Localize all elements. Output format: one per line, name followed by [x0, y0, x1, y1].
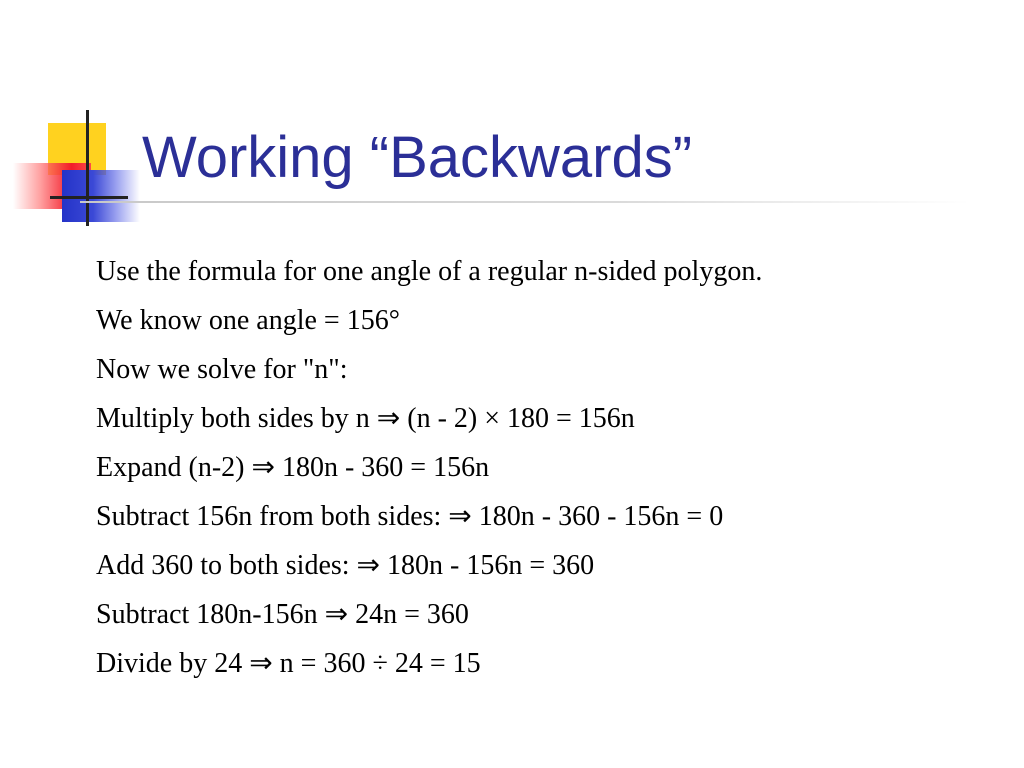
- logo-horizontal-line: [50, 196, 128, 199]
- slide-body: [96, 247, 762, 688]
- body-line: Subtract 156n from both sides: ⇒ 180n - 360 - 156n = 0: [96, 501, 724, 532]
- logo-vertical-line: [86, 110, 89, 226]
- body-line: Subtract 180n-156n ⇒ 24n = 360: [96, 599, 469, 630]
- body-line: Multiply both sides by n ⇒ (n - 2) × 180 = 156n: [96, 403, 635, 434]
- body-line: Use the formula for one angle of a regular n-sided polygon.: [96, 256, 763, 287]
- body-line: Add 360 to both sides: ⇒ 180n - 156n = 360: [96, 550, 595, 581]
- body-line: Divide by 24 ⇒ n = 360 ÷ 24 = 15: [96, 648, 481, 679]
- slide-title: Working “Backwards”: [142, 125, 693, 190]
- body-line: We know one angle = 156°: [96, 305, 400, 336]
- body-line: Now we solve for "n":: [96, 354, 348, 385]
- corner-logo-icon: [0, 0, 150, 240]
- title-divider: [80, 201, 970, 203]
- body-line: Expand (n-2) ⇒ 180n - 360 = 156n: [96, 452, 490, 483]
